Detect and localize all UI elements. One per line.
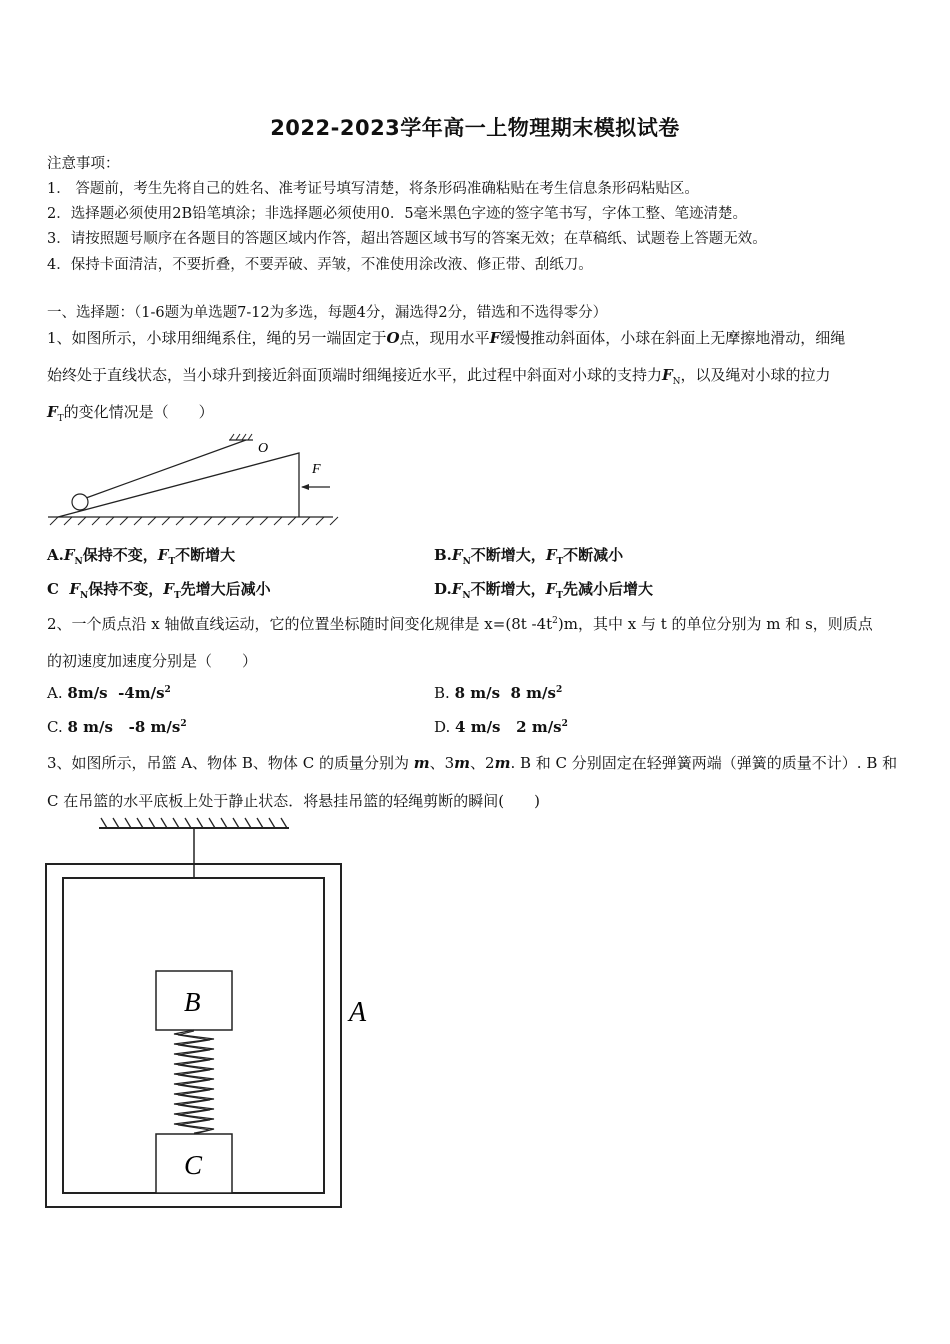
q3-line-2: C 在吊篮的水平底板上处于静止状态．将悬挂吊篮的轻绳剪断的瞬间( ): [47, 792, 540, 810]
notice-item-4: 4．保持卡面清洁，不要折叠，不要弄破、弄皱，不准使用涂改液、修正带、刮纸刀。: [47, 257, 593, 273]
label-b: B: [184, 987, 201, 1017]
label-c: C: [184, 1150, 203, 1180]
q2-line-1: 2、一个质点沿 x 轴做直线运动，它的位置坐标随时间变化规律是 x=(8t $-4t^2)m$，其中 x 与 t 的单位分别为 m 和 s，则质点: [47, 615, 873, 633]
fig-label-o: O: [258, 441, 269, 456]
q3-line-1: 3、如图所示，吊篮 A、物体 B、物体 C 的质量分别为 m、3m、2m. B 和 C 分别固定在轻弹簧两端（弹簧的质量不计）. B 和: [47, 754, 898, 772]
q1-line-1: 1、如图所示，小球用细绳系住，绳的另一端固定于O点，现用水平F缓慢推动斜面体，小球在斜面上无摩擦地滑动，细绳: [47, 329, 846, 347]
q1-option-d: $D.F_N$不断增大，$F_T$先减小后增大: [434, 580, 653, 601]
q1-line-3: $F_T$的变化情况是（ ）: [47, 403, 214, 424]
fig-label-f: F: [312, 462, 321, 477]
q2-option-a: A. 8m/s $-4m/s^2$: [47, 684, 171, 702]
q2-line-2: 的初速度加速度分别是（ ）: [47, 652, 258, 670]
ball: [72, 494, 88, 510]
q2-option-b: B. 8 m/s 8 $m/s^2$: [434, 684, 563, 702]
notice-heading: 注意事项：: [47, 156, 120, 172]
notice-item-1: 1． 答题前，考生先将自己的姓名、准考证号填写清楚，将条形码准确粘贴在考生信息条形码粘贴区。: [47, 181, 699, 197]
label-a: A: [349, 997, 367, 1028]
q1-option-a: $A.F_N$保持不变，$F_T$不断增大: [47, 546, 236, 567]
notice-item-2: 2．选择题必须使用2B铅笔填涂；非选择题必须使用0．5毫米黑色字迹的签字笔书写，字体工整、笔迹清楚。: [47, 206, 748, 222]
q1-option-b: $B.F_N$不断增大，$F_T$不断减小: [434, 546, 624, 567]
q1-figure-incline: [46, 430, 346, 530]
q1-option-c: C $F_N$保持不变，$F_T$先增大后减小: [47, 580, 271, 601]
q3-figure-basket: [44, 815, 384, 1215]
q2-option-d: D. 4 m/s 2 $m/s^2$: [434, 718, 568, 736]
q2-option-c: C. 8 m/s -8 $m/s^2$: [47, 718, 187, 736]
page-title: 2022-2023学年高一上物理期末模拟试卷: [270, 116, 680, 140]
notice-item-3: 3．请按照题号顺序在各题目的答题区域内作答，超出答题区域书写的答案无效；在草稿纸、试题卷上答题无效。: [47, 231, 767, 247]
section-heading: 一、选择题：（1-6题为单选题7-12为多选，每题4分，漏选得2分，错选和不选得零分）: [47, 305, 608, 321]
q1-line-2: 始终处于直线状态，当小球升到接近斜面顶端时细绳接近水平，此过程中斜面对小球的支持力$F_N$，以及绳对小球的拉力: [47, 366, 831, 387]
